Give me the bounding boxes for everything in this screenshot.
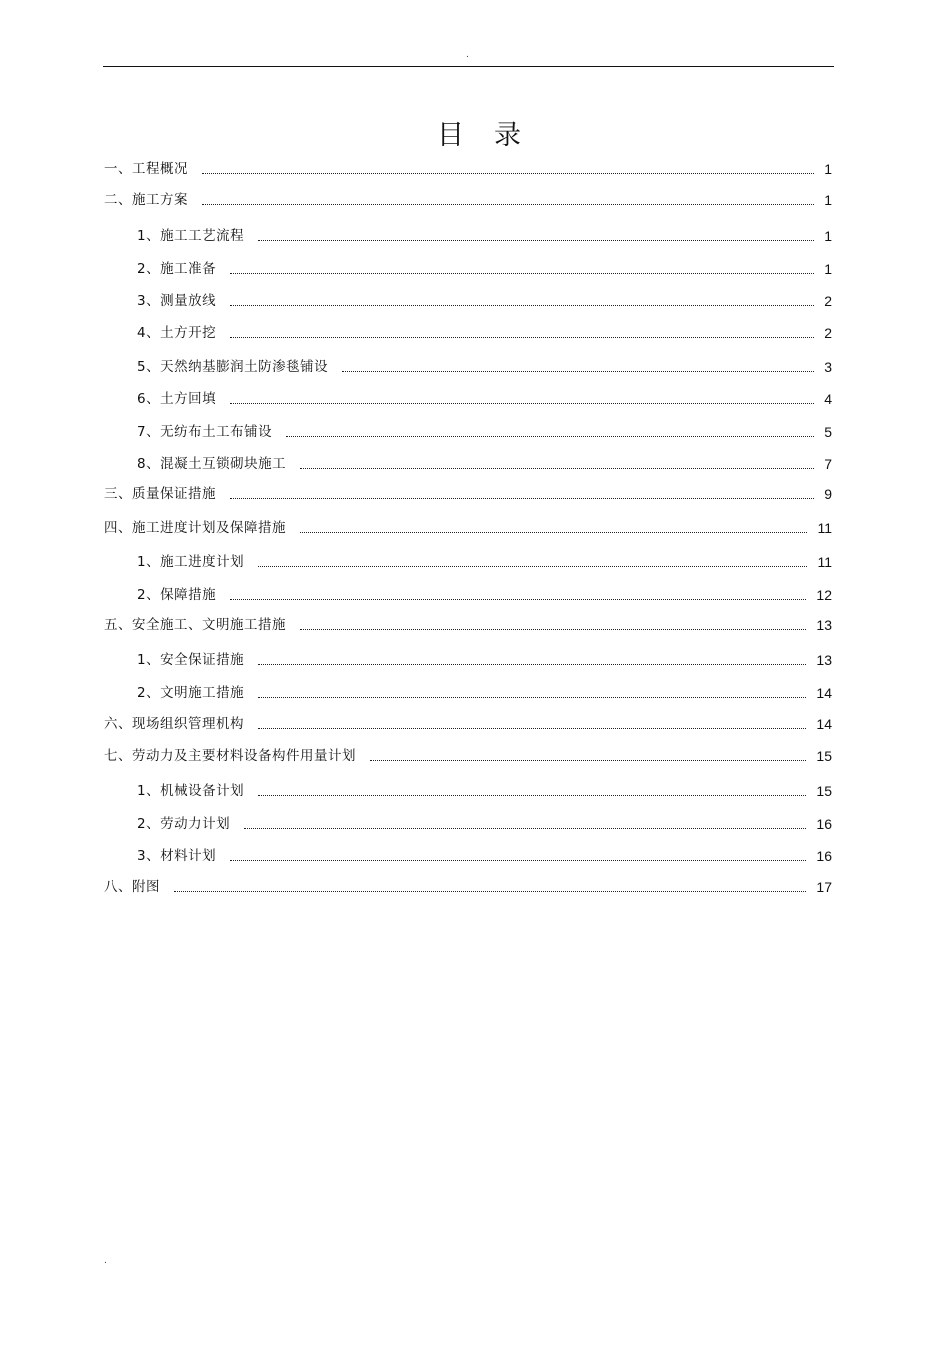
toc-entry-label: 7、无纺布土工布铺设 [137, 424, 273, 440]
header-mark: . [466, 50, 469, 60]
toc-entry-page: 13 [816, 617, 832, 633]
toc-entry-5-1[interactable] [137, 649, 832, 669]
toc-entry-label: 3、测量放线 [137, 293, 217, 309]
toc-entry-3[interactable] [104, 483, 832, 503]
toc-entry-label: 2、保障措施 [137, 587, 217, 603]
toc-entry-1[interactable] [104, 158, 832, 178]
toc-entry-8[interactable] [104, 876, 832, 896]
dot-leader [258, 697, 806, 698]
toc-entry-4[interactable] [104, 517, 832, 537]
toc-entry-7-2[interactable] [137, 813, 832, 833]
toc-entry-page: 14 [816, 716, 832, 732]
toc-entry-page: 1 [824, 228, 832, 244]
header-rule [103, 66, 834, 67]
toc-entry-label: 四、施工进度计划及保障措施 [104, 520, 286, 536]
dot-leader [230, 337, 814, 338]
dot-leader [258, 664, 806, 665]
toc-entry-page: 4 [824, 391, 832, 407]
toc-entry-page: 13 [816, 652, 832, 668]
toc-entry-page: 1 [824, 161, 832, 177]
toc-entry-page: 2 [824, 325, 832, 341]
toc-entry-label: 8、混凝土互锁砌块施工 [137, 456, 287, 472]
toc-entry-page: 15 [816, 783, 832, 799]
dot-leader [286, 436, 814, 437]
toc-entry-page: 11 [817, 520, 832, 536]
toc-entry-label: 2、劳动力计划 [137, 816, 231, 832]
toc-entry-7-1[interactable] [137, 780, 832, 800]
page-title: 目录 [437, 120, 551, 151]
toc-entry-4-2[interactable] [137, 584, 832, 604]
dot-leader [230, 403, 814, 404]
toc-entry-label: 1、机械设备计划 [137, 783, 245, 799]
toc-entry-2-6[interactable] [137, 388, 832, 408]
toc-entry-2-3[interactable] [137, 290, 832, 310]
toc-entry-2-8[interactable] [137, 453, 832, 473]
dot-leader [342, 371, 814, 372]
toc-entry-page: 16 [816, 816, 832, 832]
toc-entry-label: 一、工程概况 [104, 161, 188, 177]
toc-entry-page: 5 [824, 424, 832, 440]
dot-leader [202, 173, 814, 174]
footer-mark: . [104, 1256, 107, 1266]
toc-entry-page: 11 [817, 554, 832, 570]
toc-entry-page: 7 [824, 456, 832, 472]
toc-entry-page: 1 [824, 192, 832, 208]
dot-leader [258, 728, 806, 729]
toc-entry-page: 17 [816, 879, 832, 895]
dot-leader [244, 828, 806, 829]
toc-entry-page: 16 [816, 848, 832, 864]
dot-leader [258, 566, 807, 567]
dot-leader [300, 629, 806, 630]
toc-entry-label: 4、土方开挖 [137, 325, 217, 341]
toc-entry-label: 5、天然纳基膨润土防渗毯铺设 [137, 359, 329, 375]
toc-entry-2[interactable] [104, 189, 832, 209]
toc-entry-label: 八、附图 [104, 879, 160, 895]
toc-entry-2-4[interactable] [137, 322, 832, 342]
toc-entry-label: 三、质量保证措施 [104, 486, 216, 502]
dot-leader [230, 860, 806, 861]
toc-entry-label: 2、文明施工措施 [137, 685, 245, 701]
toc-entry-label: 6、土方回填 [137, 391, 217, 407]
dot-leader [230, 305, 814, 306]
toc-entry-7-3[interactable] [137, 845, 832, 865]
toc-entry-page: 15 [816, 748, 832, 764]
toc-entry-page: 2 [824, 293, 832, 309]
toc-entry-label: 二、施工方案 [104, 192, 188, 208]
dot-leader [300, 532, 807, 533]
dot-leader [202, 204, 814, 205]
toc-entry-page: 3 [824, 359, 832, 375]
toc-entry-label: 1、安全保证措施 [137, 652, 245, 668]
toc-entry-label: 六、现场组织管理机构 [104, 716, 244, 732]
toc-entry-2-1[interactable] [137, 225, 832, 245]
toc-entry-page: 9 [824, 486, 832, 502]
dot-leader [230, 273, 814, 274]
dot-leader [258, 240, 814, 241]
toc-entry-2-2[interactable] [137, 258, 832, 278]
toc-entry-label: 3、材料计划 [137, 848, 217, 864]
toc-entry-6[interactable] [104, 713, 832, 733]
toc-entry-page: 14 [816, 685, 832, 701]
toc-entry-5[interactable] [104, 614, 832, 634]
toc-entry-page: 12 [816, 587, 832, 603]
toc-entry-4-1[interactable] [137, 551, 832, 571]
dot-leader [258, 795, 806, 796]
dot-leader [230, 498, 814, 499]
toc-entry-label: 1、施工进度计划 [137, 554, 245, 570]
toc-entry-5-2[interactable] [137, 682, 832, 702]
toc-entry-label: 七、劳动力及主要材料设备构件用量计划 [104, 748, 356, 764]
toc-entry-label: 五、安全施工、文明施工措施 [104, 617, 286, 633]
dot-leader [370, 760, 806, 761]
dot-leader [300, 468, 814, 469]
toc-entry-label: 1、施工工艺流程 [137, 228, 245, 244]
toc-entry-page: 1 [824, 261, 832, 277]
toc-entry-label: 2、施工准备 [137, 261, 217, 277]
dot-leader [174, 891, 806, 892]
dot-leader [230, 599, 806, 600]
toc-entry-7[interactable] [104, 745, 832, 765]
toc-entry-2-7[interactable] [137, 421, 832, 441]
toc-entry-2-5[interactable] [137, 356, 832, 376]
